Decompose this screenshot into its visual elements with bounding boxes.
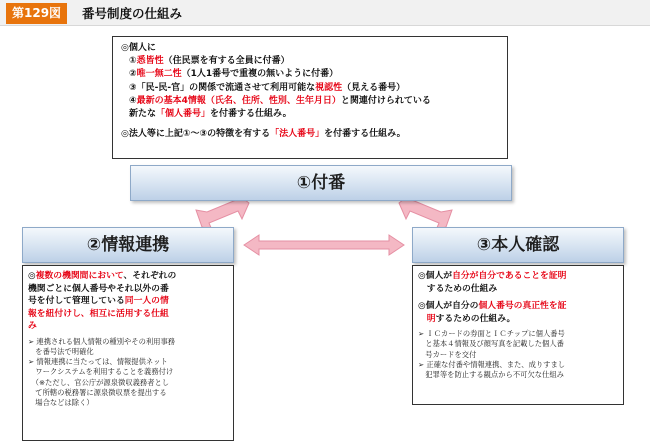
information-linkage-box [22,265,234,441]
linkage-notes: ➢ 連携される個人情報の種別やその利用事務 を番号法で明確化 ➢ 情報連携に当たっては、情報提供ネット ワークシステムを利用することを義務付け （※ただし、官公庁が源泉徴収義務者とし て所轄の税務署に源泉徴収票を提出する 場合などは除く） [28,336,176,408]
page-title: 番号制度の仕組み [82,6,183,21]
top-heading: ◎個人に [121,43,156,53]
banner-identity-verification: ③本人確認 [412,227,624,263]
item-1: ①悉皆性（住民票を有する全員に付番） [129,56,290,67]
linkage-description: ◎複数の機関間において、それぞれの 機関ごとに個人番号やそれ以外の番 号を付して管理している同一人の情 報を紐付けし、相互に活用する仕組 み [28,271,177,331]
verification-notes: ➢ ＩＣカードの券面とＩＣチップに個人番号 と基本４情報及び顔写真を記載した個人番 号カードを交付 ➢ 正確な付番や情報連携、また、成りすまし 犯罪等を防止する観点から不可欠な仕組み [418,329,566,380]
figure-label: 第129図 [6,3,67,24]
item-5: 新たな「個人番号」を付番する仕組み。 [129,109,292,120]
item-4: ④最新の基本4情報（氏名、住所、性別、生年月日）と関連付けられている [129,95,431,106]
banner-numbering: ①付番 [130,165,512,201]
individual-numbering-box [112,36,508,159]
identity-verification-box [412,265,624,405]
arrow-linkage-verification [244,235,404,255]
corporate-number-line: ◎法人等に上記①～③の特徴を有する「法人番号」を付番する仕組み。 [121,129,406,140]
item-2: ②唯一無二性（1人1番号で重複の無いように付番） [129,69,339,80]
header-bar [0,0,650,26]
banner-information-linkage: ②情報連携 [22,227,234,263]
verification-description: ◎個人が自分が自分であることを証明 するための仕組み ◎個人が自分の個人番号の真正性を証 明するための仕組み。 [418,271,567,324]
item-3: ③「民-民-官」の関係で流通させて利用可能な視認性（見える番号） [129,82,406,93]
